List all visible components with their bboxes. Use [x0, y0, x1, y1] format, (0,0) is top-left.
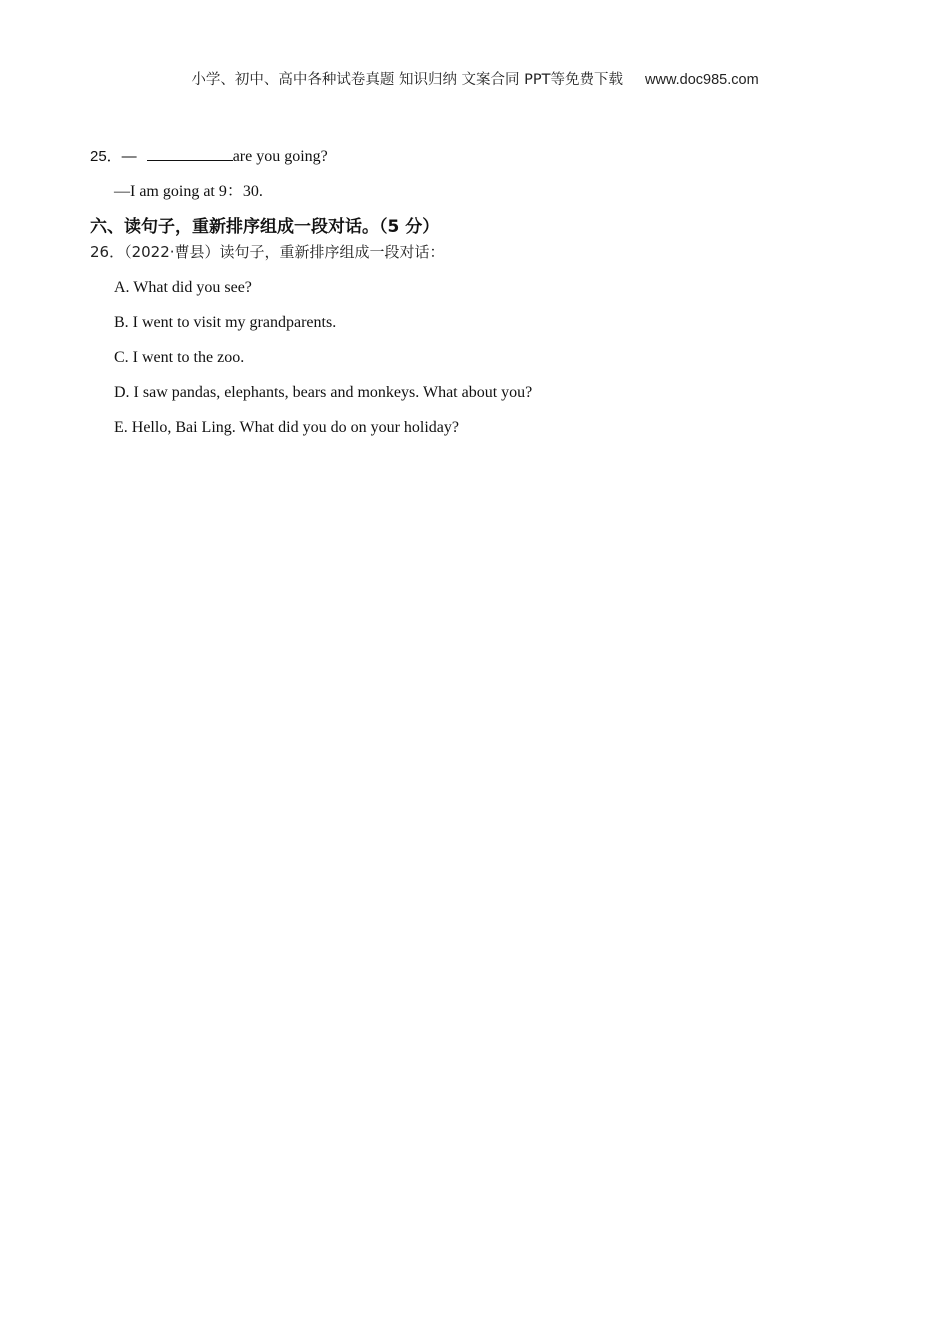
section-6-title: 六、读句子，重新排序组成一段对话。（5 分） — [90, 217, 440, 237]
option-a: A. What did you see? — [114, 279, 252, 296]
question-26-prompt: 26．（2022·曹县）读句子，重新排序组成一段对话： — [90, 243, 445, 261]
header-text: 小学、初中、高中各种试卷真题 知识归纳 文案合同 PPT等免费下载 — [191, 72, 624, 88]
option-e: E. Hello, Bai Ling. What did you do on your holiday? — [114, 419, 459, 436]
question-25-number: 25．— — [90, 148, 137, 165]
answer-blank[interactable] — [147, 146, 233, 161]
question-25-answer-line: —I am going at 9：30. — [114, 183, 263, 200]
option-b: B. I went to visit my grandparents. — [114, 314, 337, 331]
header-site-link[interactable]: www.doc985.com — [645, 72, 759, 88]
page-header — [0, 68, 950, 89]
question-25-text: are you going? — [232, 148, 328, 165]
question-25 — [90, 146, 328, 167]
option-d: D. I saw pandas, elephants, bears and monkeys. What about you? — [114, 384, 533, 401]
option-c: C. I went to the zoo. — [114, 349, 245, 366]
